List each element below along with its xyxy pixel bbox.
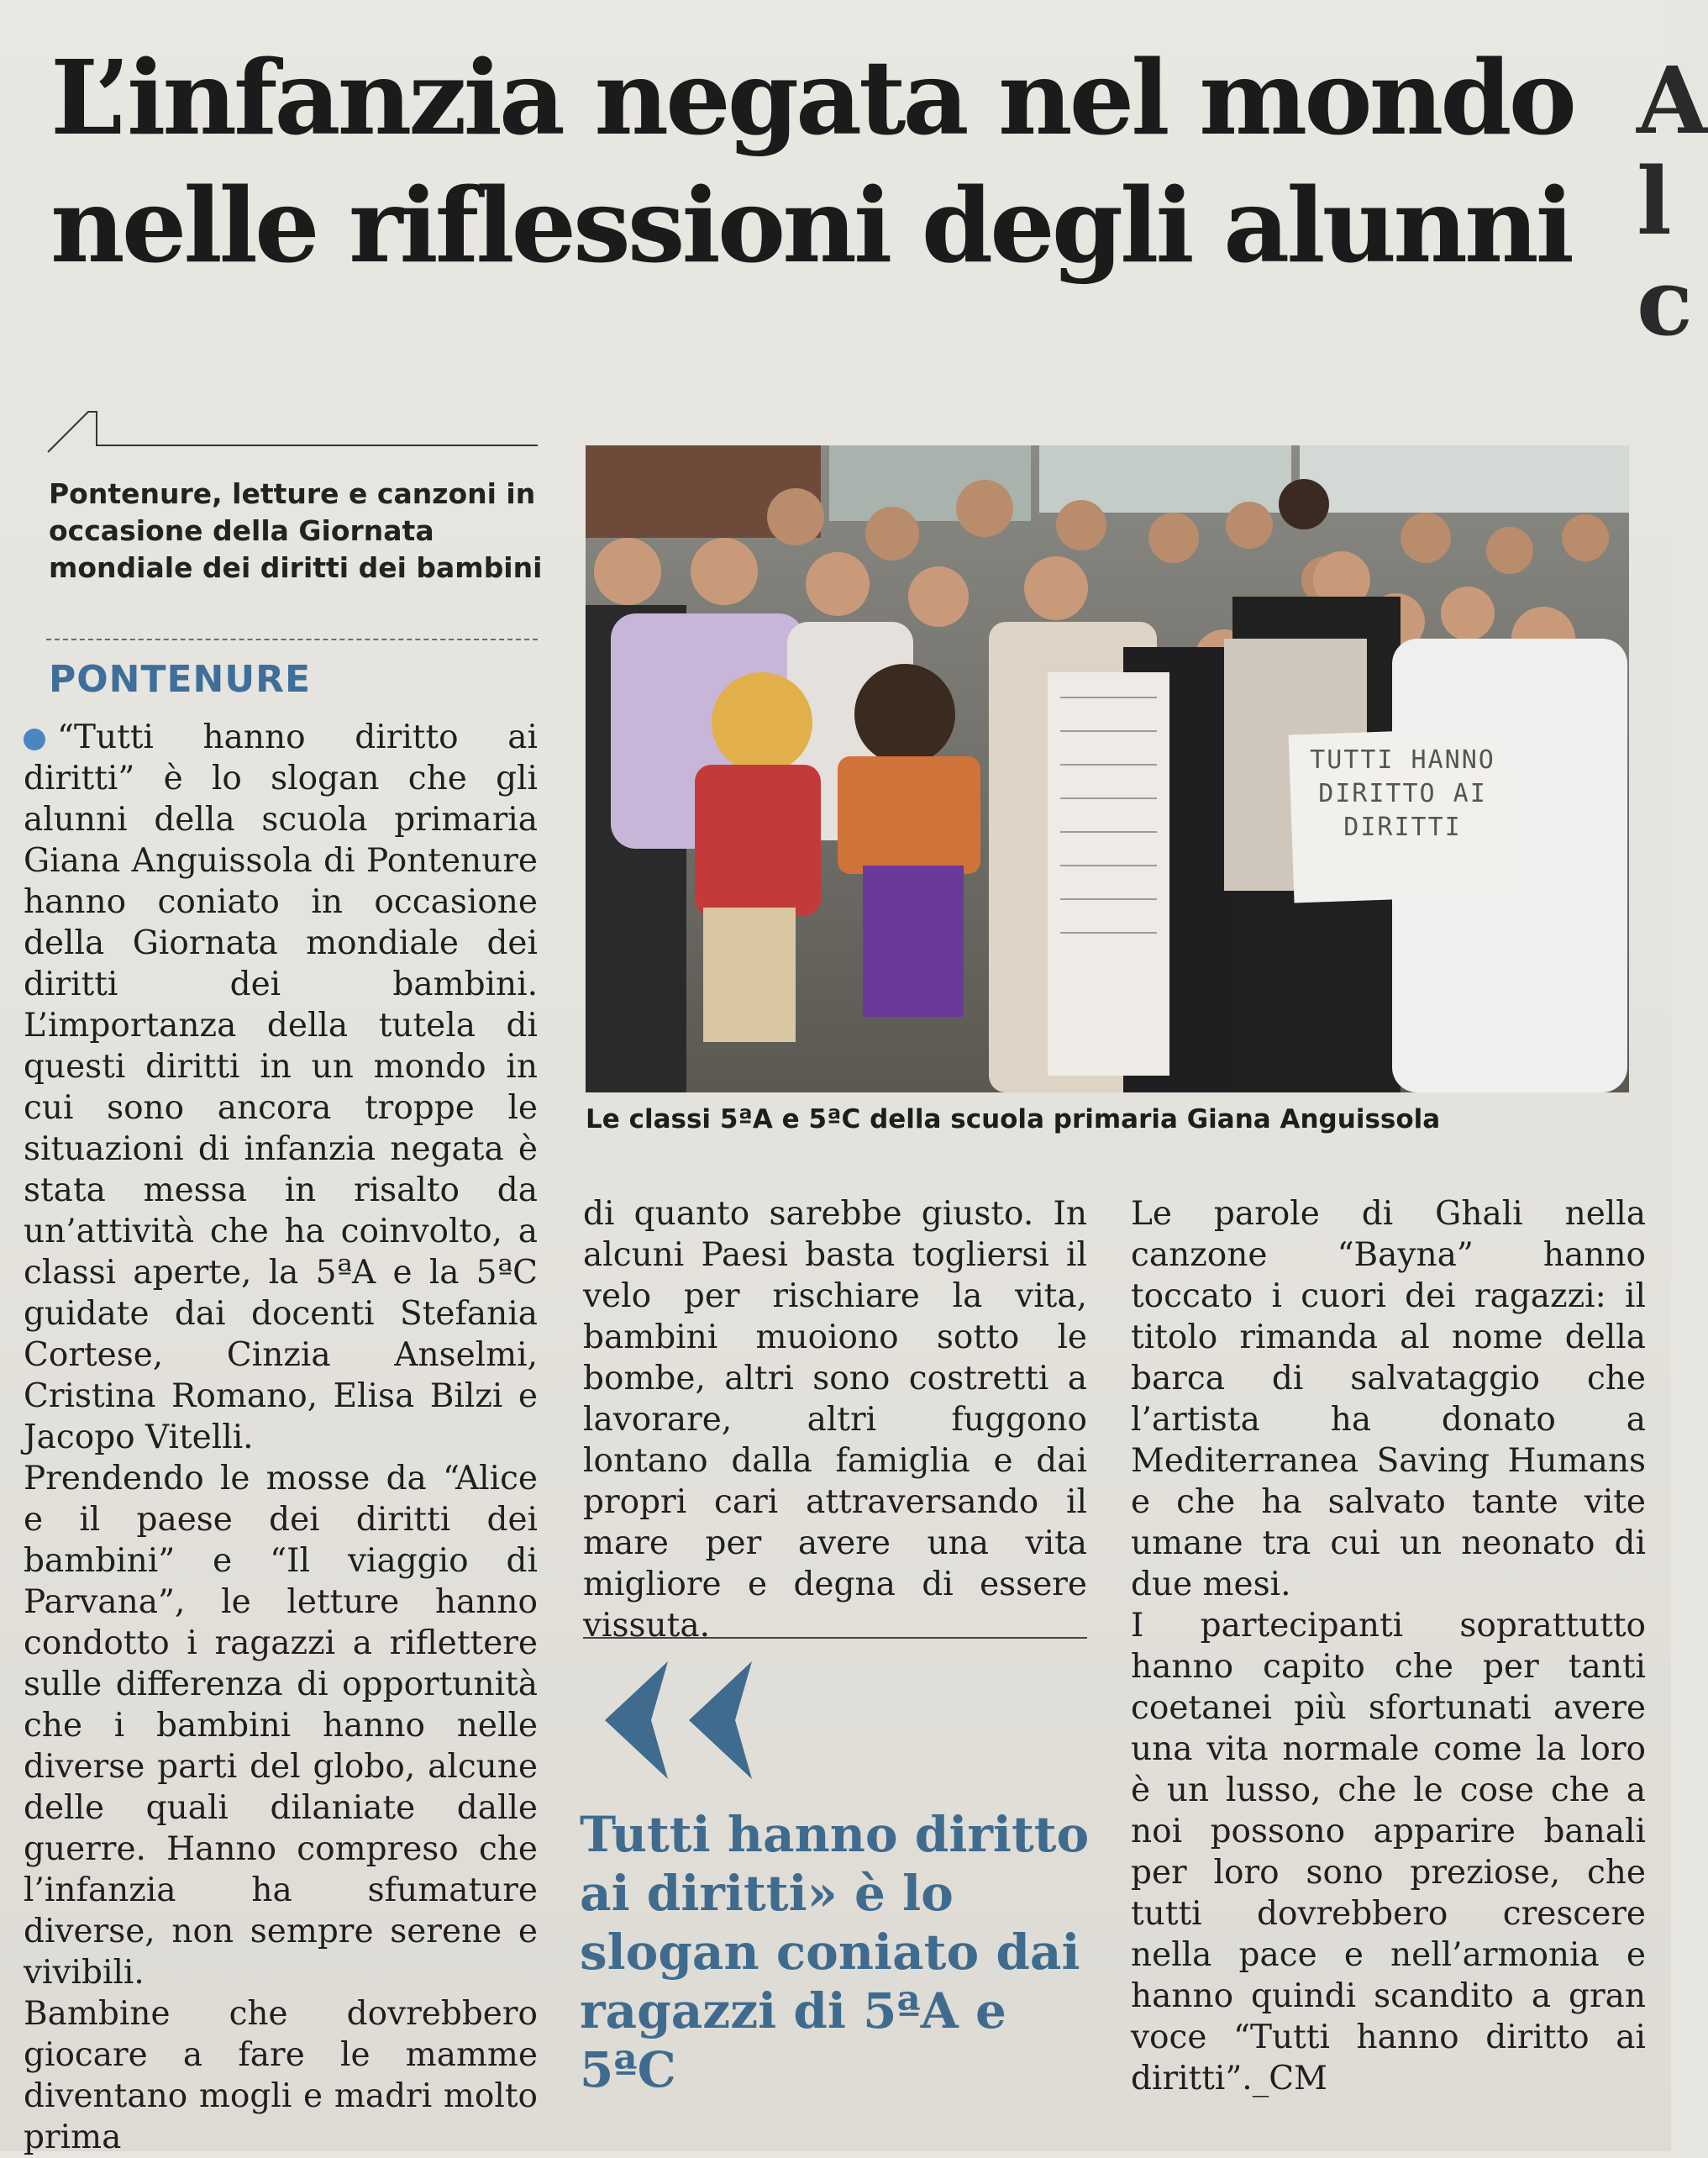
article-column-2 (583, 1193, 1087, 1646)
children-group-photo-icon (586, 445, 1629, 1092)
class-photo (586, 445, 1629, 1092)
paragraph-1: “Tutti hanno diritto ai diritti” è lo slogan che gli alunni della scuola primaria Giana Anguissola di Pontenure hanno coniato in occasione della Giornata mondiale dei diritti dei bambini. L’importanza della tutela di questi diritti in un mondo in cui sono ancora troppe le situazioni di infanzia negata è stata messa in risalto da un’attività che ha coinvolto, a classi aperte, la 5ªA e la 5ªC guidate dai docenti Stefania Cortese, Cinzia Anselmi, Cristina Romano, Elisa Bilzi e Jacopo Vitelli. (24, 718, 538, 1456)
bullet-icon (24, 729, 45, 750)
article-column-1 (24, 717, 538, 2158)
quote-marks-icon (588, 1657, 781, 1783)
pullquote: Tutti hanno diritto ai diritti» è lo slogan coniato dai ragazzi di 5ªA e 5ªC (580, 1806, 1090, 2098)
headline-line-1: L’infanzia negata nel mondo (50, 37, 1574, 158)
decorative-line-icon (46, 403, 538, 454)
adjacent-article-text: A l c (1637, 46, 1708, 356)
protest-sign-text: TUTTI HANNO DIRITTO AI DIRITTI (1310, 745, 1495, 842)
paragraph-5: Le parole di Ghali nella canzone “Bayna” hanno toccato i cuori dei ragazzi: il titolo rimanda al nome della barca di salvataggio che l’artista ha donato a Mediterranea Saving Humans e che ha salvato tante vite umane tra cui un neonato di due mesi. (1131, 1195, 1646, 1603)
subheading: Pontenure, letture e canzoni in occasione della Giornata mondiale dei diritti dei bambini (49, 477, 543, 584)
adjacent-article-fragment (1637, 46, 1708, 370)
paragraph-4: di quanto sarebbe giusto. In alcuni Paesi basta togliersi il velo per rischiare la vita, bambini muoiono sotto le bombe, altri sono costretti a lavorare, altri fuggono lontano dalla famiglia e dai propri cari attraversando il mare per avere una vita migliore e degna di essere vissuta. (583, 1195, 1087, 1645)
paragraph-3: Bambine che dovrebbero giocare a fare le mamme diventano mogli e madri molto prima (24, 1995, 538, 2156)
divider (46, 639, 538, 640)
paragraph-2: Prendendo le mosse da “Alice e il paese dei diritti dei bambini” e “Il viaggio di Parvana”, le letture hanno condotto i ragazzi a riflettere sulle differenza di opportunità che i bambini hanno nelle diverse parti del globo, alcune delle quali dilaniate dalle guerre. Hanno compreso che l’infanzia ha sfumature diverse, non sempre serene e vivibili. (24, 1460, 538, 1992)
pullquote-rule (583, 1637, 1087, 1639)
headline (50, 34, 1613, 289)
photo-caption: Le classi 5ªA e 5ªC della scuola primaria Giana Anguissola (586, 1104, 1441, 1134)
dateline: PONTENURE (49, 658, 312, 701)
article-column-3 (1131, 1193, 1646, 2099)
headline-line-2: nelle riflessioni degli alunni (50, 165, 1572, 286)
paragraph-6: I partecipanti soprattutto hanno capito che per tanti coetanei più sfortunati avere una vita normale come la loro è un lusso, che le cose che a noi possono apparire banali per loro sono preziose, che tutti dovrebbero crescere nella pace e nell’armonia e hanno quindi scandito a gran voce “Tutti hanno diritto ai diritti”._CM (1131, 1607, 1646, 2097)
